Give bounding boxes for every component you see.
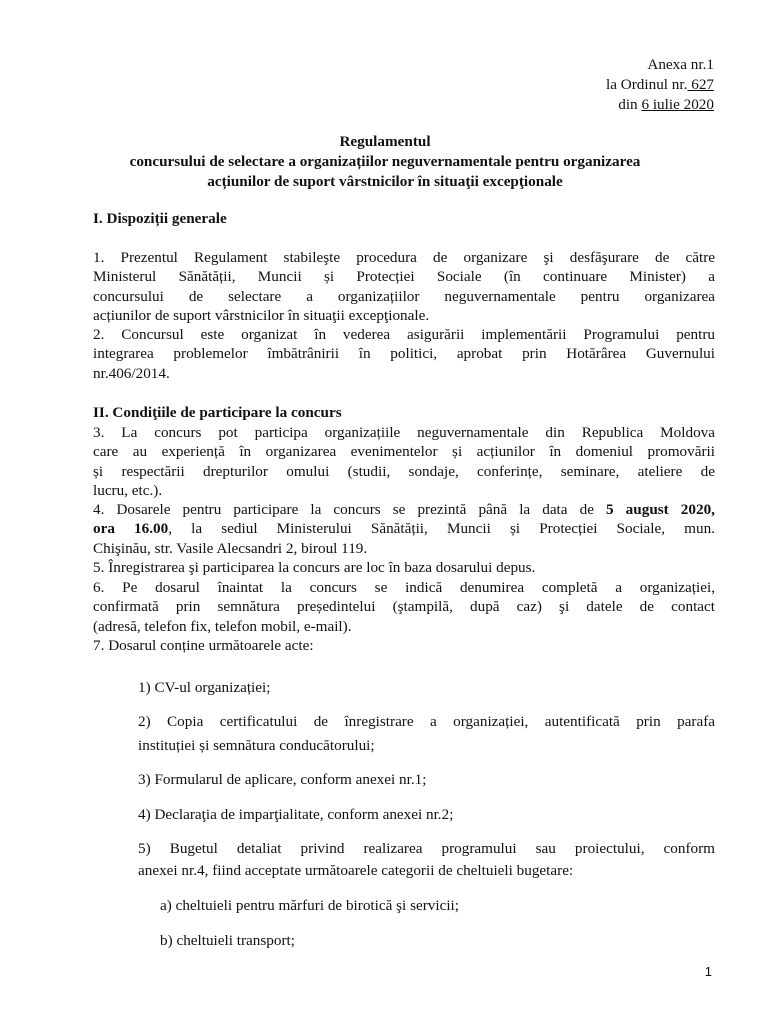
order-number: 627 — [687, 76, 714, 93]
annex-order-line: la Ordinul nr. 627 — [606, 76, 714, 93]
act-item-1: 1) CV-ul organizației; — [138, 679, 271, 696]
section-1-heading: I. Dispoziții generale — [93, 210, 227, 227]
expense-category-a: a) cheltuieli pentru mărfuri de birotică şi servicii; — [160, 897, 459, 914]
paragraph-5: 5. Înregistrarea şi participarea la concurs are loc în baza dosarului depus. — [93, 559, 536, 576]
page-number: 1 — [704, 964, 712, 979]
annex-number: Anexa nr.1 — [647, 56, 714, 73]
document-title: Regulamentul concursului de selectare a organizațiilor neguvernamentale pentru organizarea acțiunilor de suport vârstnicilor în situaţii excepţionale — [129, 133, 641, 190]
act-item-5: 5) Bugetul detaliat privind realizarea programului sau proiectului, conform anexei nr.4, fiind acceptate următoarele categorii de cheltuieli bugetare: — [138, 840, 715, 879]
paragraph-6: 6. Pe dosarul înaintat la concurs se indică denumirea completă a organizației, confirmată prin semnătura președintelui (ştampilă, după caz) şi datele de contact (adresă, telefon fix, telefon mobil, e-mail). — [93, 579, 715, 635]
act-item-3: 3) Formularul de aplicare, conform anexei nr.1; — [138, 771, 427, 788]
paragraph-1: 1. Prezentul Regulament stabileşte procedura de organizare şi desfăşurare de către Ministerul Sănătății, Muncii și Protecției Sociale (în continuare Minister) a concursului de selectare a organizațiilor neguvernamentale pentru organizarea acțiunilor de suport vârstnicilor în situaţii excepţionale. — [93, 249, 715, 324]
paragraph-3: 3. La concurs pot participa organizațiile neguvernamentale din Republica Moldova care au experiență în organizarea evenimentelor și acțiunilor în domeniul promovării și respectării drepturilor omului (studii, sondaje, conferințe, seminare, ateliere de lucru, etc.). — [93, 424, 715, 499]
expense-category-b: b) cheltuieli transport; — [160, 932, 295, 949]
act-item-4: 4) Declaraţia de imparţialitate, conform anexei nr.2; — [138, 806, 454, 823]
order-date: 6 iulie 2020 — [641, 96, 714, 113]
paragraph-7: 7. Dosarul conține următoarele acte: — [93, 637, 314, 654]
deadline-date: 5 august 2020, — [606, 501, 715, 518]
deadline-time: ora 16.00 — [93, 520, 169, 538]
act-item-2: 2) Copia certificatului de înregistrare a organizației, autentificată prin parafa instituției și semnătura conducătorului; — [138, 713, 715, 754]
section-2-heading: II. Condiţiile de participare la concurs — [93, 404, 342, 421]
annex-date-line: din 6 iulie 2020 — [618, 96, 714, 113]
paragraph-4: 4. Dosarele pentru participare la concurs se prezintă până la data de 5 august 2020, ora 16.00, la sediul Ministerului Sănătății, Muncii și Protecției Sociale, mun. Chişinău, str. Vasile Alecsandri 2, biroul 119. — [93, 501, 715, 557]
paragraph-2: 2. Concursul este organizat în vederea asigurării implementării Programului pentru integrarea problemelor îmbătrânirii în politici, aprobat prin Hotărârea Guvernului nr.406/2014. — [93, 326, 715, 382]
annex-header — [606, 55, 714, 115]
